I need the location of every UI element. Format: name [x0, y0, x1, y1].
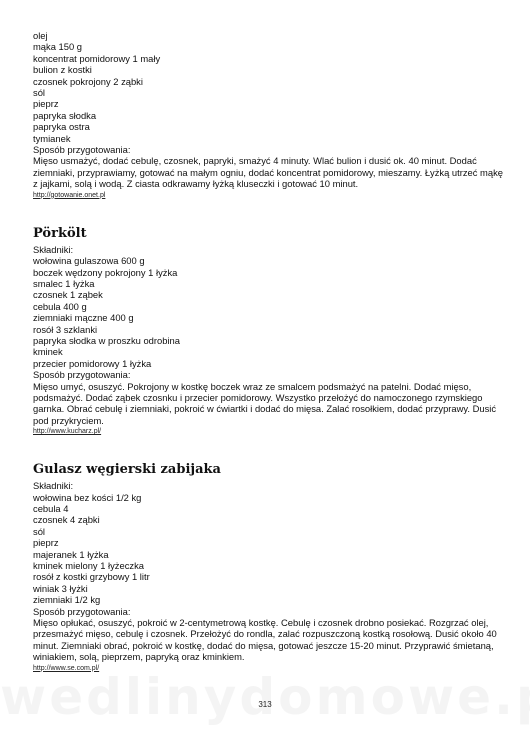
- ingredient-line: kminek: [33, 346, 63, 358]
- recipe-title: Pörkölt: [33, 225, 87, 241]
- page-number: 313: [258, 700, 272, 709]
- source-link[interactable]: http://www.se.com.pl/: [33, 664, 100, 672]
- method-heading: Sposób przygotowania:: [33, 369, 131, 381]
- method-heading: Sposób przygotowania:: [33, 605, 131, 617]
- ingredient-line: winiak 3 łyżki: [33, 582, 88, 594]
- ingredient-line: smalec 1 łyżka: [33, 277, 95, 289]
- ingredient-line: przecier pomidorowy 1 łyżka: [33, 357, 152, 369]
- ingredient-line: mąka 150 g: [33, 41, 82, 53]
- ingredient-line: sól: [33, 525, 45, 537]
- ingredient-line: pieprz: [33, 537, 59, 549]
- ingredients-heading: Składniki:: [33, 480, 74, 492]
- watermark: [0, 668, 530, 726]
- ingredient-line: cebula 400 g: [33, 300, 87, 312]
- recipe-title: Gulasz węgierski zabijaka: [33, 462, 221, 478]
- method-text: Mięso usmażyć, dodać cebulę, czosnek, papryki, smażyć 4 minuty. Wlać bulion i dusić ok. 40 minut. Dodać ziemniaki, przyprawiamy, gotować na małym ogniu, dodać koncentrat pomidorowy, mieszamy. Łyżką utrzeć mąkę z jajkami, solą i wodą. Z ciasta odkrawamy łyżką kluseczki i gotować 10 minut.: [33, 155, 503, 190]
- recipe-porkolt: [33, 226, 503, 438]
- ingredient-line: czosnek 4 ząbki: [33, 514, 100, 526]
- ingredient-line: wołowina bez kości 1/2 kg: [33, 491, 142, 503]
- ingredient-line: papryka słodka w proszku odrobina: [33, 334, 180, 346]
- ingredient-line: koncentrat pomidorowy 1 mały: [33, 52, 161, 64]
- ingredient-line: ziemniaki mączne 400 g: [33, 312, 134, 324]
- ingredients-heading: Składniki:: [33, 243, 74, 255]
- ingredient-line: pieprz: [33, 98, 59, 110]
- ingredient-line: ziemniaki 1/2 kg: [33, 594, 101, 606]
- ingredient-line: rosół z kostki grzybowy 1 litr: [33, 571, 150, 583]
- source-link[interactable]: http://gotowanie.onet.pl: [33, 191, 106, 199]
- ingredient-line: wołowina gulaszowa 600 g: [33, 255, 145, 267]
- ingredient-line: cebula 4: [33, 503, 69, 514]
- method-heading: Sposób przygotowania:: [33, 144, 131, 156]
- ingredient-line: papryka ostra: [33, 121, 90, 133]
- ingredient-line: czosnek 1 ząbek: [33, 289, 103, 301]
- source-link[interactable]: http://www.kucharz.pl/: [33, 428, 102, 436]
- recipe-continuation: [33, 30, 503, 201]
- ingredient-line: sól: [33, 87, 45, 99]
- ingredient-line: tymianek: [33, 132, 71, 144]
- document-page: [33, 30, 503, 674]
- ingredient-line: majeranek 1 łyżka: [33, 548, 109, 560]
- ingredient-line: boczek wędzony pokrojony 1 łyżka: [33, 266, 178, 278]
- ingredient-line: papryka słodka: [33, 109, 97, 121]
- ingredient-line: bulion z kostki: [33, 64, 92, 76]
- ingredient-line: olej: [33, 30, 48, 41]
- recipe-gulasz: [33, 462, 503, 674]
- method-text: Mięso opłukać, osuszyć, pokroić w 2-centymetrową kostkę. Cebulę i czosnek drobno posiekać. Rozgrzać olej, przesmażyć mięso, cebulę i czosnek. Przełożyć do rondla, zalać rozpuszczoną kostką rosołową. Dusić około 40 minut. Ziemniaki obrać, pokroić w kostkę, dodać do mięsa, gotować jeszcze 15-20 minut. Przyprawić śmietaną, winiakiem, solą, pieprzem, papryką oraz kminkiem.: [33, 617, 497, 663]
- ingredient-line: rosół 3 szklanki: [33, 323, 98, 335]
- method-text: Mięso umyć, osuszyć. Pokrojony w kostkę boczek wraz ze smalcem podsmażyć na patelni. Dodać mięso, podsmażyć. Dodać ząbek czosnku i przecier pomidorowy. Wszystko przełożyć do namoczonego rzymskiego garnka. Obrać cebulę i ziemniaki, pokroić w ćwiartki i dodać do mięsa. Zalać rosołkiem, dodać przyprawy. Dusić pod przykryciem.: [33, 380, 497, 426]
- ingredient-line: kminek mielony 1 łyżeczka: [33, 560, 144, 572]
- ingredient-line: czosnek pokrojony 2 ząbki: [33, 75, 143, 87]
